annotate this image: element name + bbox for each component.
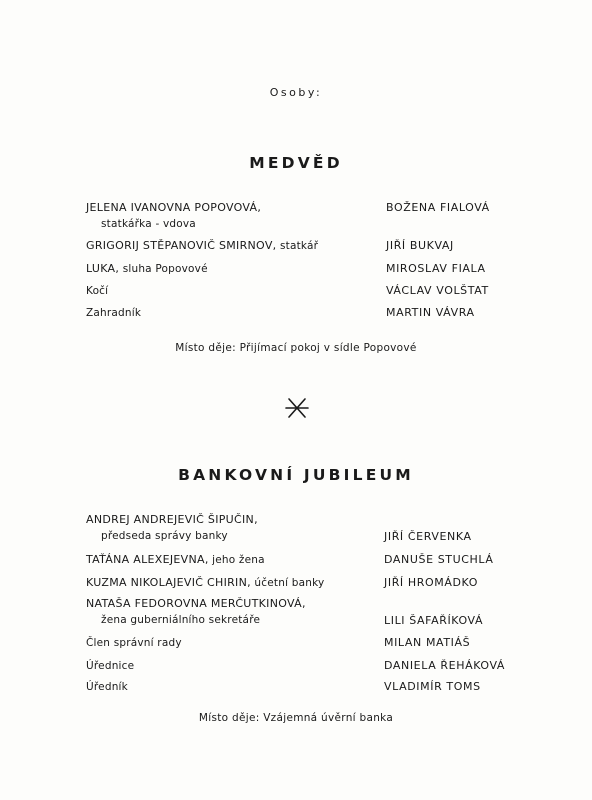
play2-actor-4: LILI ŠAFAŘÍKOVÁ xyxy=(384,614,484,627)
role-desc: statkář xyxy=(279,240,319,252)
play2-role-7 xyxy=(86,680,128,693)
role-desc: Kočí xyxy=(86,285,109,297)
play1-role-3 xyxy=(86,262,208,275)
play2-role-3 xyxy=(86,576,324,589)
play1-actor-2: JIŘÍ BUKVAJ xyxy=(386,239,454,252)
role-name: LUKA, xyxy=(86,262,120,275)
role-name: ANDREJ ANDREJEVIČ ŠIPUČIN, xyxy=(86,513,258,526)
asterisk-ornament-icon xyxy=(284,395,310,421)
role-desc: Člen správní rady xyxy=(86,637,182,649)
play1-title: MEDVĚD xyxy=(249,154,343,172)
play1-place: Místo děje: Přijímací pokoj v sídle Popovové xyxy=(175,342,417,354)
role-desc: účetní banky xyxy=(254,577,325,589)
play1-role-1 xyxy=(86,201,261,214)
play2-actor-3: JIŘÍ HROMÁDKO xyxy=(384,576,479,589)
play2-role-4-sub: žena guberniálního sekretáře xyxy=(101,614,261,626)
play2-role-6 xyxy=(86,659,134,672)
play2-role-1-sub: předseda správy banky xyxy=(101,530,228,542)
play2-role-4 xyxy=(86,597,306,610)
play1-role-4 xyxy=(86,284,108,297)
play2-role-5 xyxy=(86,636,182,649)
play2-title: BANKOVNÍ JUBILEUM xyxy=(178,466,414,484)
play1-actor-5: MARTIN VÁVRA xyxy=(386,306,475,319)
role-name: KUZMA NIKOLAJEVIČ CHIRIN, xyxy=(86,576,251,589)
play1-role-2 xyxy=(86,239,318,252)
role-name: GRIGORIJ STĚPANOVIČ SMIRNOV, xyxy=(86,239,277,252)
role-desc: Zahradník xyxy=(86,307,142,319)
role-desc: jeho žena xyxy=(212,554,265,566)
play1-role-5 xyxy=(86,306,141,319)
role-desc: Úřednice xyxy=(86,660,135,672)
role-desc: sluha Popovové xyxy=(122,263,208,275)
play2-actor-2: DANUŠE STUCHLÁ xyxy=(384,553,494,566)
play1-actor-1: BOŽENA FIALOVÁ xyxy=(386,201,490,214)
play1-actor-4: VÁCLAV VOLŠTAT xyxy=(386,284,489,297)
play1-actor-3: MIROSLAV FIALA xyxy=(386,262,486,275)
role-name: TAŤÁNA ALEXEJEVNA, xyxy=(86,553,209,566)
play2-place: Místo děje: Vzájemná úvěrní banka xyxy=(198,712,394,724)
cast-heading: Osoby: xyxy=(269,86,323,99)
play1-role-1-sub: statkářka - vdova xyxy=(101,218,196,230)
play2-role-2 xyxy=(86,553,265,566)
play2-actor-1: JIŘÍ ČERVENKA xyxy=(384,530,472,543)
play2-actor-6: DANIELA ŘEHÁKOVÁ xyxy=(384,659,506,672)
play2-actor-7: VLADIMÍR TOMS xyxy=(384,680,481,693)
play2-actor-5: MILAN MATIÁŠ xyxy=(384,636,471,649)
role-name: NATAŠA FEDOROVNA MERČUTKINOVÁ, xyxy=(86,597,306,610)
role-name: JELENA IVANOVNA POPOVOVÁ, xyxy=(86,201,262,214)
play2-role-1 xyxy=(86,513,258,526)
role-desc: Úředník xyxy=(86,681,128,693)
